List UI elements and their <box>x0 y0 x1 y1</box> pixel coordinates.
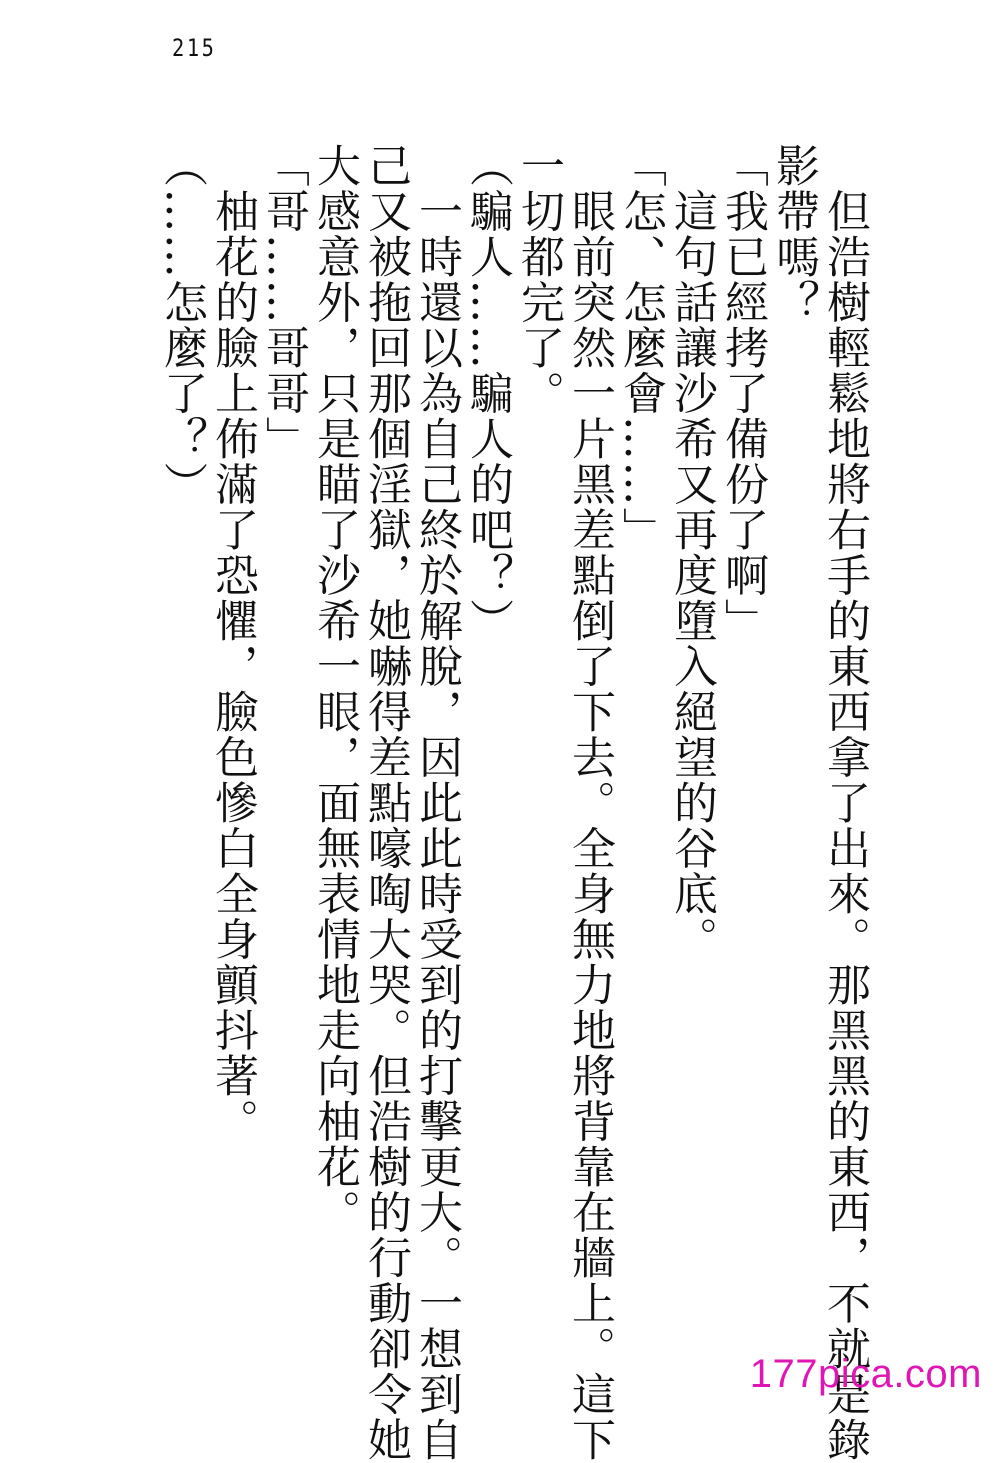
text-column-4: 這句話讓沙希又再度墮入絕望的谷底。 <box>666 143 717 962</box>
text-column-6: 眼前突然一片黑差點倒了下去。全身無力地將背靠在牆上。這下 <box>564 143 615 1463</box>
text-column-8: （騙人……騙人的吧？） <box>462 143 513 644</box>
text-column-5: 「怎、怎麼會……」 <box>615 143 666 553</box>
text-column-9: 一時還以為自己終於解脫，因此此時受到的打擊更大。一想到自 <box>411 143 462 1463</box>
page-number: 215 <box>172 34 217 62</box>
text-column-1: 但浩樹輕鬆地將右手的東西拿了出來。那黑黑的東西，不就是錄 <box>819 143 870 1463</box>
text-column-7: 一切都完了。 <box>513 143 564 416</box>
text-column-12: 「哥……哥哥」 <box>258 143 309 462</box>
text-column-11: 大感意外，只是瞄了沙希一眼，面無表情地走向柚花。 <box>309 143 360 1235</box>
text-column-10: 己又被拖回那個淫獄，她嚇得差點嚎啕大哭。但浩樹的行動卻令她 <box>360 143 411 1463</box>
text-column-3: 「我已經拷了備份了啊」 <box>717 143 768 644</box>
text-column-14: （……怎麼了？） <box>156 143 207 507</box>
text-column-13: 柚花的臉上佈滿了恐懼，臉色慘白全身顫抖著。 <box>207 143 258 1144</box>
text-column-2: 影帶嗎？ <box>768 143 819 325</box>
watermark: 177pica.com <box>749 1352 982 1396</box>
